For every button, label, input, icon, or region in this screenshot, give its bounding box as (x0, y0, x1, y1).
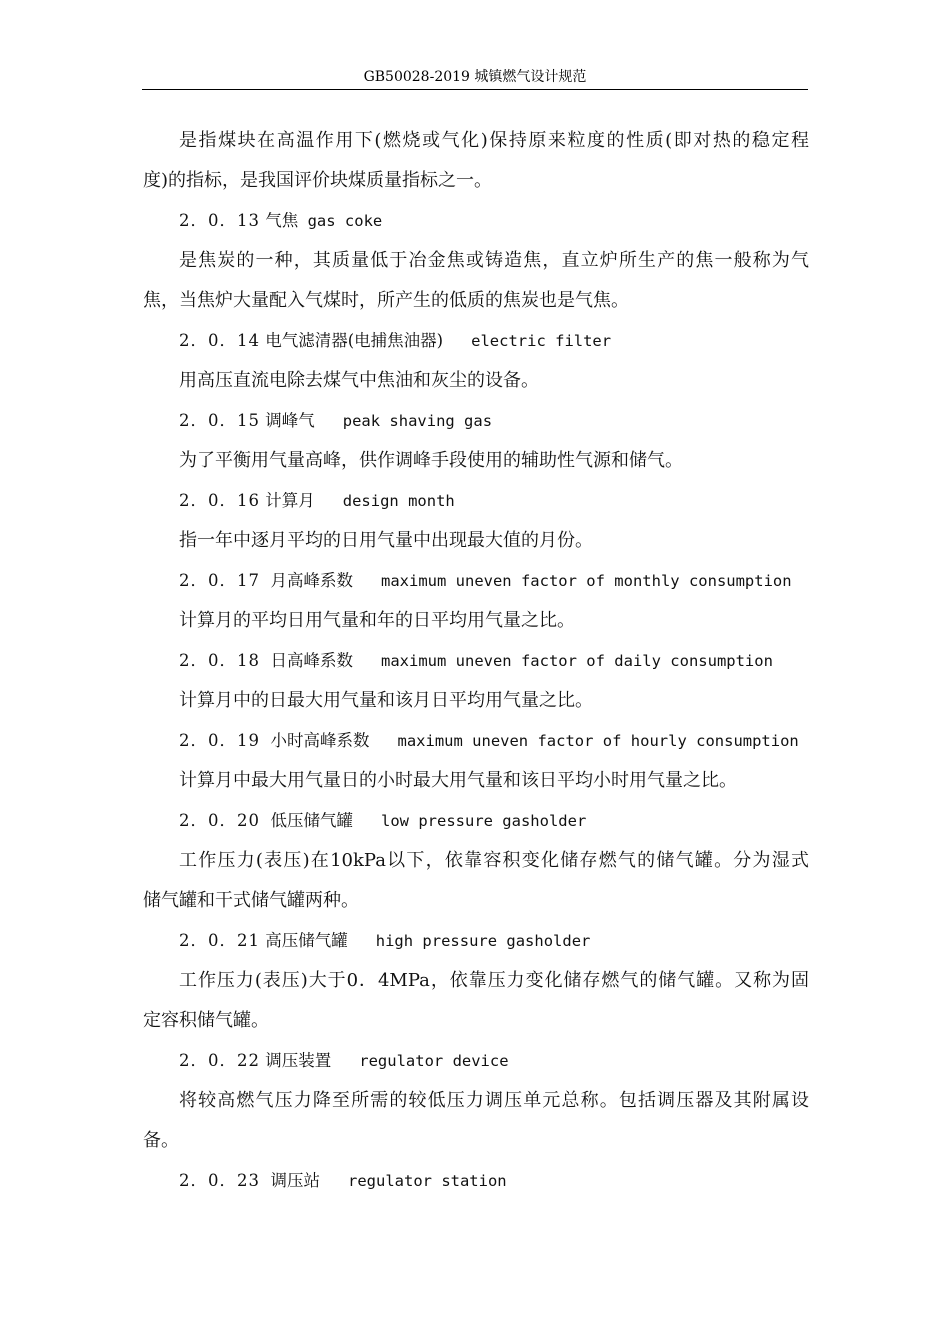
term-number: 2．0．15 (179, 411, 260, 430)
term-chinese: 气焦 (260, 211, 299, 230)
term-heading (143, 321, 809, 361)
term-heading (143, 1161, 809, 1201)
paragraph-line: 是焦炭的一种，其质量低于冶金焦或铸造焦，直立炉所生产的焦一般称为气 (179, 250, 809, 271)
term-english: maximum uneven factor of daily consumption (353, 652, 773, 670)
paragraph-line: 工作压力(表压)大于0．4MPa，依靠压力变化储存燃气的储气罐。又称为固 (179, 970, 809, 991)
term-english: maximum uneven factor of hourly consumption (369, 732, 799, 750)
term-chinese: 月高峰系数 (260, 571, 353, 590)
term-heading (143, 801, 809, 841)
paragraph-line: 计算月中最大用气量日的小时最大用气量和该日平均小时用气量之比。 (179, 770, 737, 791)
paragraph-line: 储气罐和干式储气罐两种。 (143, 890, 359, 911)
term-number: 2．0．16 (179, 491, 260, 510)
term-english: low pressure gasholder (353, 812, 587, 830)
paragraph-line: 指一年中逐月平均的日用气量中出现最大值的月份。 (179, 530, 593, 551)
term-chinese: 低压储气罐 (260, 811, 353, 830)
term-heading (143, 721, 809, 761)
term-number: 2．0．19 (179, 731, 260, 750)
term-number: 2．0．21 (179, 931, 260, 950)
paragraph-line: 为了平衡用气量高峰，供作调峰手段使用的辅助性气源和储气。 (179, 450, 683, 471)
term-number: 2．0．18 (179, 651, 260, 670)
term-number: 2．0．17 (179, 571, 260, 590)
paragraph-line: 定容积储气罐。 (143, 1010, 269, 1031)
term-heading (143, 561, 809, 601)
term-english: gas coke (298, 212, 383, 230)
term-chinese: 高压储气罐 (260, 931, 348, 950)
term-english: high pressure gasholder (347, 932, 591, 950)
paragraph-line: 焦，当焦炉大量配入气煤时，所产生的低质的焦炭也是气焦。 (143, 290, 629, 311)
paragraph-line: 度)的指标，是我国评价块煤质量指标之一。 (143, 170, 493, 191)
paragraph-line: 计算月的平均日用气量和年的日平均用气量之比。 (179, 610, 575, 631)
term-english: electric filter (443, 332, 612, 350)
paragraph-line: 工作压力(表压)在10kPa以下，依靠容积变化储存燃气的储气罐。分为湿式 (179, 850, 809, 871)
term-chinese: 调峰气 (260, 411, 315, 430)
paragraph-line: 用高压直流电除去煤气中焦油和灰尘的设备。 (179, 370, 539, 391)
term-chinese: 调压站 (260, 1171, 320, 1190)
term-number: 2．0．23 (179, 1171, 260, 1190)
term-chinese: 计算月 (260, 491, 315, 510)
term-heading (143, 641, 809, 681)
paragraph-line: 是指煤块在高温作用下(燃烧或气化)保持原来粒度的性质(即对热的稳定程 (179, 130, 809, 151)
term-heading (143, 921, 809, 961)
term-english: regulator device (331, 1052, 509, 1070)
paragraph-line: 将较高燃气压力降至所需的较低压力调压单元总称。包括调压器及其附属设 (179, 1090, 809, 1111)
term-english: maximum uneven factor of monthly consumption (353, 572, 792, 590)
term-chinese: 日高峰系数 (260, 651, 353, 670)
term-english: regulator station (320, 1172, 507, 1190)
term-number: 2．0．22 (179, 1051, 260, 1070)
term-heading (143, 481, 809, 521)
term-heading (143, 401, 809, 441)
paragraph-line: 备。 (143, 1130, 179, 1151)
term-chinese: 电气滤清器(电捕焦油器) (260, 331, 444, 350)
term-chinese: 小时高峰系数 (260, 731, 370, 750)
term-heading (143, 1041, 809, 1081)
term-heading (143, 201, 809, 241)
term-english: peak shaving gas (314, 412, 493, 430)
page-header: GB50028-2019 城镇燃气设计规范 (142, 68, 808, 90)
term-number: 2．0．14 (179, 331, 260, 350)
term-english: design month (314, 492, 455, 510)
document-body (143, 121, 809, 1201)
term-number: 2．0．13 (179, 211, 260, 230)
term-chinese: 调压装置 (260, 1051, 332, 1070)
term-number: 2．0．20 (179, 811, 260, 830)
paragraph-line: 计算月中的日最大用气量和该月日平均用气量之比。 (179, 690, 593, 711)
